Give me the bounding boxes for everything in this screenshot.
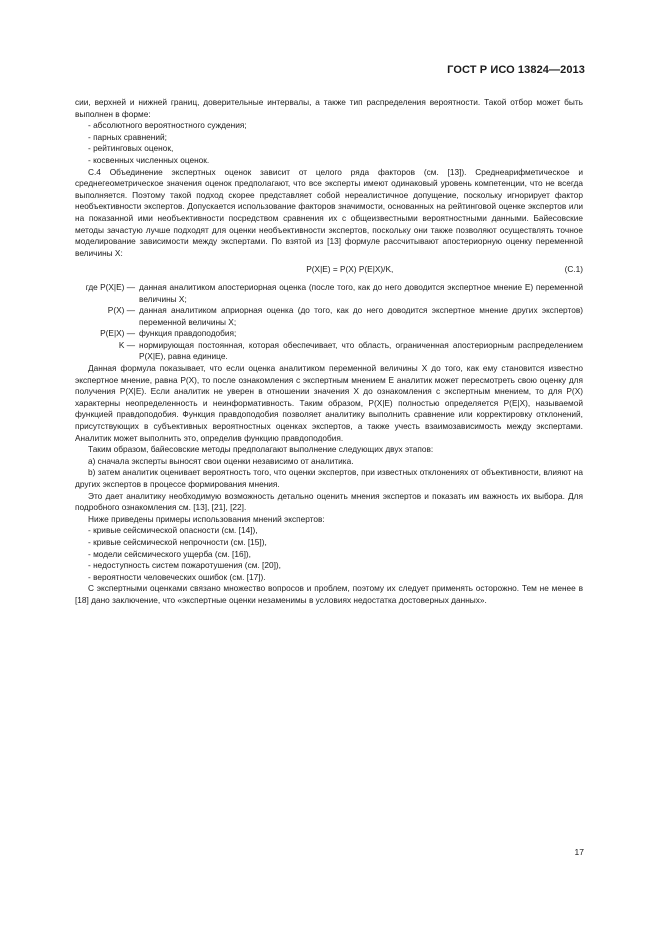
paragraph: Таким образом, байесовские методы предполагают выполнение следующих двух этапов: [88, 444, 434, 455]
paragraph-conclusion: С экспертными оценками связано множество вопросов и проблем, поэтому их следует применять осторожно. Тем не менее в [18] дано заключение, что «экспертные оценки незаменимы в условиях недостатка достоверных данных». [75, 583, 583, 605]
definition-item [75, 328, 583, 340]
definition-text: нормирующая постоянная, которая обеспечивает, что область, ограниченная апостериорным распределением P(X|E), равна единице. [139, 339, 583, 362]
definition-item [75, 305, 583, 328]
list-item: - модели сейсмического ущерба (см. [16]), [88, 548, 251, 559]
definition-text: данная аналитиком априорная оценка (до того, как до него доводится экспертное мнение других экспертов) переменной величины X; [139, 305, 583, 327]
definition-term: K — [118, 339, 135, 350]
definition-text: данная аналитиком апостериорная оценка (после того, как до него доводится экспертное мнение E) переменной величины X; [139, 281, 583, 304]
definition-text: функция правдоподобия; [139, 328, 237, 339]
document-header: ГОСТ Р ИСО 13824—2013 [447, 64, 585, 76]
paragraph: Ниже приведены примеры использования мнений экспертов: [88, 513, 325, 524]
definition-term: P(E|X) — [100, 328, 135, 339]
definition-item [75, 340, 583, 363]
definition-list [75, 282, 583, 363]
list-item: - абсолютного вероятностного суждения; [88, 120, 247, 131]
list-item: - парных сравнений; [88, 131, 167, 142]
definition-term: где P(X|E) — [85, 281, 135, 292]
paragraph-step-b: b) затем аналитик оценивает вероятность того, что оценки экспертов, при известных отклонениях от объективности, влияют на других экспертов в процессе формирования мнения. [75, 467, 583, 489]
page-number: 17 [574, 847, 584, 857]
formula-c1 [75, 264, 583, 276]
list-item: - косвенных численных оценок. [88, 154, 210, 165]
paragraph: Данная формула показывает, что если оценка аналитиком переменной величины X до того, как ему становится известно экспертное мнение, равна P(X), то после ознакомления с экспертным мнением E аналитик может пересмотреть свою оценку для получения P(X|E). Если аналитик не уверен в отношении значения X до ознакомления с экспертным мнением, то для P(X) характерны неопределенность и неинформативность. Таким образом, P(X|E) полностью определяется P(E|X), называемой функцией правдоподобия. Функция правдоподобия позволяет аналитику выполнить сравнение или корректировку отклонений, присутствующих в субъективных вероятностных оценках экспертов, а также учесть взаимозависимость между экспертами. Аналитик может выполнить это, определив функцию правдоподобия. [75, 363, 583, 443]
formula-expression: P(X|E) = P(X) P(E|X)/K, [306, 264, 394, 275]
paragraph: Это дает аналитику необходимую возможность детально оценить мнения экспертов и показать им важность их выбора. Для подробного ознакомления см. [13], [21], [22]. [75, 490, 583, 513]
formula-number: (C.1) [564, 264, 583, 275]
bullet-list-examples [75, 525, 583, 583]
list-item: - кривые сейсмической непрочности (см. [15]), [88, 536, 267, 547]
definition-item [75, 282, 583, 305]
paragraph-c4: С.4 Объединение экспертных оценок зависит от целого ряда факторов (см. [13]). Среднеарифметическое и среднегеометрическое значения оценок предполагают, что все эксперты имеют одинаковый уровень компетенции, что не всегда выполняется. Поэтому такой подход скорее представляет собой нереалистичное допущение, поскольку игнорирует фактор необъективности экспертов. Допускается использование факторов значимости, основанных на рейтинговой оценке экспертов или на показанной ими необъективности посредством сравнения их с общеизвестными вероятностными данными. Байесовские методы зачастую лучше подходят для оценки необъективности экспертов, поскольку они также позволяют осуществлять точное моделирование зависимости между экспертами. По взятой из [13] формуле рассчитывают апостериорную оценку переменной величины X: [75, 166, 583, 258]
definition-term: P(X) — [107, 305, 135, 316]
list-item: - вероятности человеческих ошибок (см. [17]). [88, 571, 266, 582]
list-item: - рейтинговых оценок, [88, 143, 174, 154]
list-item: - кривые сейсмической опасности (см. [14]), [88, 525, 258, 536]
paragraph: сии, верхней и нижней границ, доверительные интервалы, а также тип распределения вероятности. Такой отбор может быть выполнен в форме: [75, 97, 583, 119]
bullet-list-forms [75, 120, 583, 166]
document-body [75, 97, 583, 607]
paragraph-step-a: a) сначала эксперты выносят свои оценки независимо от аналитика. [88, 455, 354, 466]
list-item: - недоступность систем пожаротушения (см. [20]), [88, 560, 281, 571]
